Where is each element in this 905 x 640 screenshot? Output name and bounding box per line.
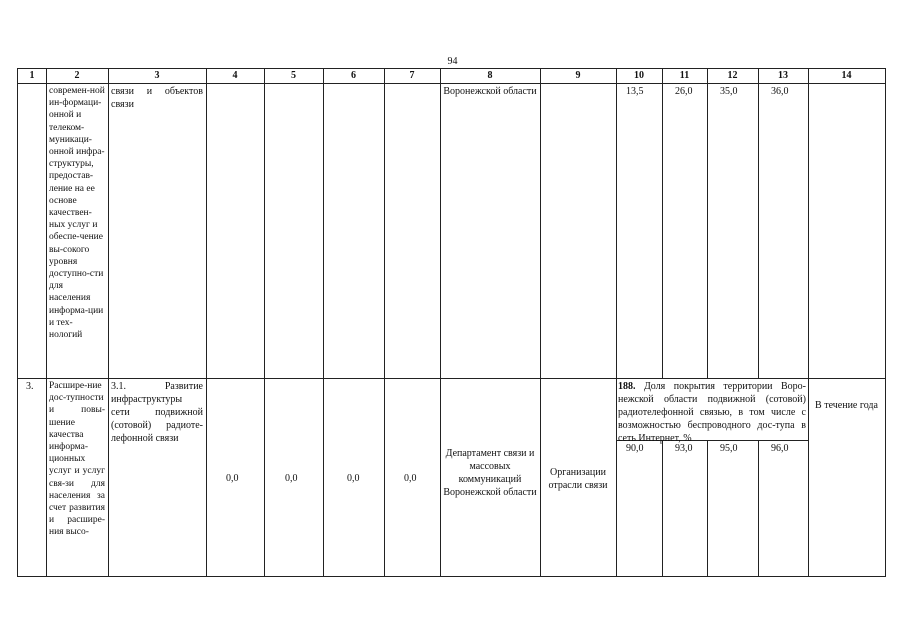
col-divider — [264, 69, 265, 576]
header-divider — [18, 83, 885, 84]
header-col-10: 10 — [634, 70, 644, 81]
header-col-6: 6 — [351, 70, 356, 81]
header-col-7: 7 — [409, 70, 415, 81]
executor-text-continued: Воронежской области — [443, 86, 537, 97]
value-col-5: 0,0 — [285, 473, 298, 484]
header-col-5: 5 — [291, 70, 296, 81]
executor-text: Департамент связи и массовых коммуникаций Воронежской области — [443, 448, 537, 498]
row-divider — [18, 378, 885, 379]
header-col-3: 3 — [154, 70, 160, 81]
header-col-2: 2 — [74, 70, 80, 81]
col-divider — [108, 69, 109, 576]
coexecutor-text: Организации отрасли связи — [548, 467, 608, 491]
header-col-4: 4 — [232, 70, 238, 81]
col-divider — [662, 69, 663, 379]
col-divider — [758, 69, 759, 379]
col-divider — [440, 69, 441, 576]
col-divider — [707, 69, 708, 379]
goal-text-continued: современ-ной ин-формаци-онной и телеком-муникаци-онной инфра-структуры, предостав-ление на ее основе качествен-ных услуг и обеспе-чение вы-сокого уровня доступно-сти для населения информа-ции и тех-нологий — [49, 86, 105, 341]
activity-text: 3.1. Развитие инфраструктуры сети подвижной (сотовой) радиоте-лефонной связи — [111, 381, 203, 444]
value-col-4: 0,0 — [226, 473, 239, 484]
col-divider — [540, 69, 541, 576]
col-divider — [662, 441, 663, 576]
col-divider — [616, 69, 617, 576]
goal-text: Расшире-ние дос-тупности и повы-шение качества информа-ционных услуг и услуг свя-зи для населения за счет развития и расшире-ния высо- — [49, 381, 105, 538]
col-divider — [707, 441, 708, 576]
target-col-13: 96,0 — [771, 443, 789, 454]
header-col-13: 13 — [778, 70, 788, 81]
indicator-text — [618, 380, 806, 445]
value-col-7: 0,0 — [404, 473, 417, 484]
header-col-11: 11 — [679, 70, 690, 81]
value-col-11: 26,0 — [675, 86, 693, 97]
col-divider — [206, 69, 207, 576]
value-col-13: 36,0 — [771, 86, 789, 97]
target-col-11: 93,0 — [675, 443, 693, 454]
deadline-text: В течение года — [815, 400, 878, 411]
value-col-10: 13,5 — [626, 86, 644, 97]
header-col-8: 8 — [487, 70, 493, 81]
activity-text-continued: связи и объектов связи — [111, 86, 203, 110]
row-number: 3. — [26, 381, 34, 392]
col-divider — [384, 69, 385, 576]
header-col-12: 12 — [727, 70, 738, 81]
col-divider — [758, 441, 759, 576]
col-divider — [323, 69, 324, 576]
target-col-12: 95,0 — [720, 443, 738, 454]
header-col-1: 1 — [29, 70, 35, 81]
indicator-number: 188. — [618, 381, 636, 392]
page-number: 94 — [447, 56, 458, 67]
value-col-12: 35,0 — [720, 86, 738, 97]
header-col-14: 14 — [841, 70, 852, 81]
col-divider — [808, 69, 809, 576]
col-divider — [46, 69, 47, 576]
plan-table — [17, 68, 886, 577]
indicator-label: Доля покрытия территории Воро-нежской области подвижной (сотовой) радиотелефонной связью, в том числе с возможностью беспроводного дос-тупа в сеть Интернет, % — [618, 381, 806, 444]
value-col-6: 0,0 — [347, 473, 360, 484]
header-col-9: 9 — [575, 70, 581, 81]
target-col-10: 90,0 — [626, 443, 644, 454]
